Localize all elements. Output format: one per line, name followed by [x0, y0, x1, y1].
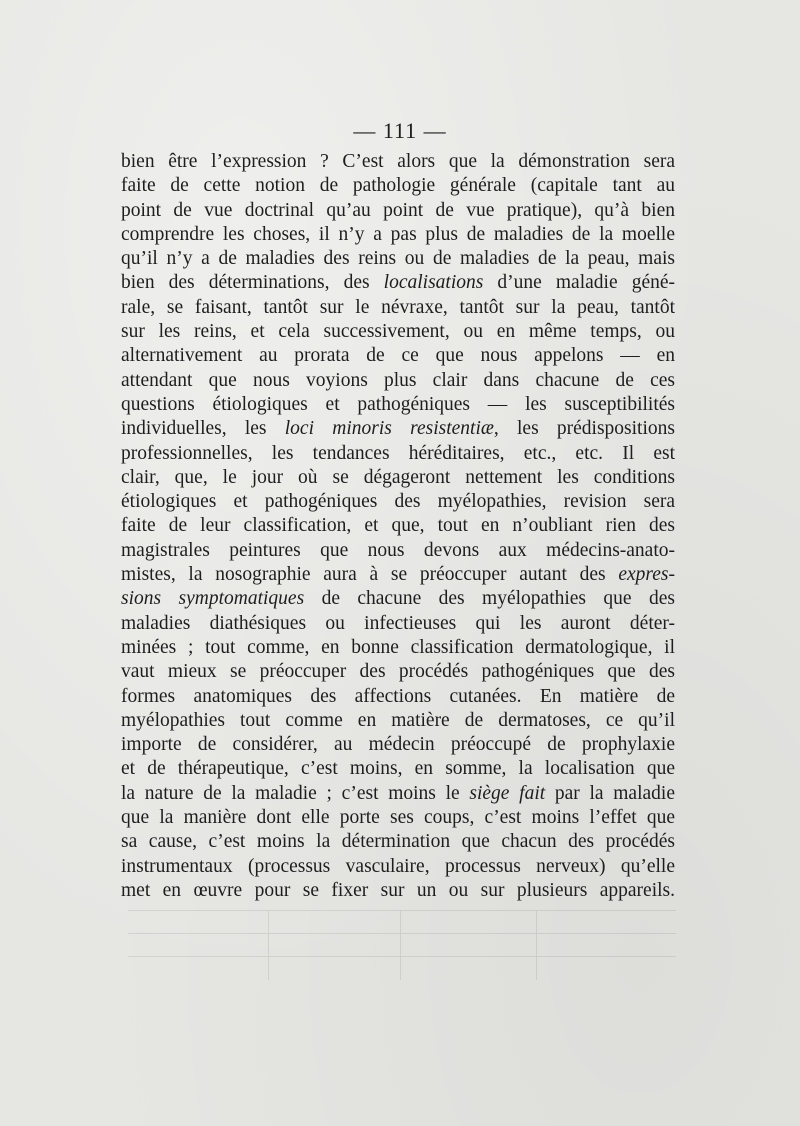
italic-term-siege-fait: siège fait [469, 782, 546, 804]
italic-term-loci-minoris: loci minoris resistentiæ [284, 418, 494, 440]
text-line: comprendre les choses, il n’y a pas plus de maladies de la moelle [121, 223, 675, 245]
text-line: alternativement au prorata de ce que nous appelons — en [121, 345, 675, 367]
text-line: sions symptomatiques de chacune des myélopathies que des [121, 588, 675, 610]
text-line: bien des déterminations, des localisations d’une maladie géné- [121, 272, 675, 294]
text-line: vaut mieux se préoccuper des procédés pathogéniques que des [121, 661, 675, 683]
italic-term-localisations: localisations [383, 272, 484, 294]
text-line: sa cause, c’est moins la détermination que chacun des procédés [121, 831, 675, 853]
text-line: importe de considérer, au médecin préoccupé de prophylaxie [121, 734, 675, 756]
reverse-side-show-through [128, 910, 676, 988]
italic-term-expressions: expres- [618, 564, 675, 586]
text-line: minées ; tout comme, en bonne classification dermatologique, il [121, 636, 675, 658]
text-line: myélopathies tout comme en matière de dermatoses, ce qu’il [121, 709, 675, 731]
text-line: mistes, la nosographie aura à se préoccuper autant des expres- [121, 564, 675, 586]
text-line: magistrales peintures que nous devons aux médecins-anato- [121, 539, 675, 561]
body-paragraph [121, 150, 675, 903]
text-line: instrumentaux (processus vasculaire, processus nerveux) qu’elle [121, 855, 675, 877]
text-line: rale, se faisant, tantôt sur le névraxe, tantôt sur la peau, tantôt [121, 296, 675, 318]
text-line: et de thérapeutique, c’est moins, en somme, la localisation que [121, 758, 675, 780]
text-line: que la manière dont elle porte ses coups, c’est moins l’effet que [121, 807, 675, 829]
text-line: formes anatomiques des affections cutanées. En matière de [121, 685, 675, 707]
text-line: clair, que, le jour où se dégageront nettement les conditions [121, 466, 675, 488]
text-line: questions étiologiques et pathogéniques — les susceptibilités [121, 393, 675, 415]
text-line: met en œuvre pour se fixer sur un ou sur plusieurs appareils. [121, 879, 675, 901]
text-line: étiologiques et pathogéniques des myélopathies, revision sera [121, 491, 675, 513]
text-line: sur les reins, et cela successivement, ou en même temps, ou [121, 321, 675, 343]
text-line: la nature de la maladie ; c’est moins le siège fait par la maladie [121, 782, 675, 804]
text-line: faite de cette notion de pathologie générale (capitale tant au [121, 175, 675, 197]
text-line: individuelles, les loci minoris resistentiæ, les prédispositions [121, 418, 675, 440]
text-line: faite de leur classification, et que, tout en n’oubliant rien des [121, 515, 675, 537]
text-line: professionnelles, les tendances héréditaires, etc., etc. Il est [121, 442, 675, 464]
page-number: — 111 — [353, 118, 447, 143]
text-line: qu’il n’y a de maladies des reins ou de maladies de la peau, mais [121, 248, 675, 270]
italic-term-symptomatiques: sions symptomatiques [121, 588, 305, 610]
text-line: attendant que nous voyions plus clair dans chacune de ces [121, 369, 675, 391]
text-line: bien être l’expression ? C’est alors que la démonstration sera [121, 151, 675, 172]
text-line: point de vue doctrinal qu’au point de vue pratique), qu’à bien [121, 199, 675, 221]
text-line: maladies diathésiques ou infectieuses qui les auront déter- [121, 612, 675, 634]
